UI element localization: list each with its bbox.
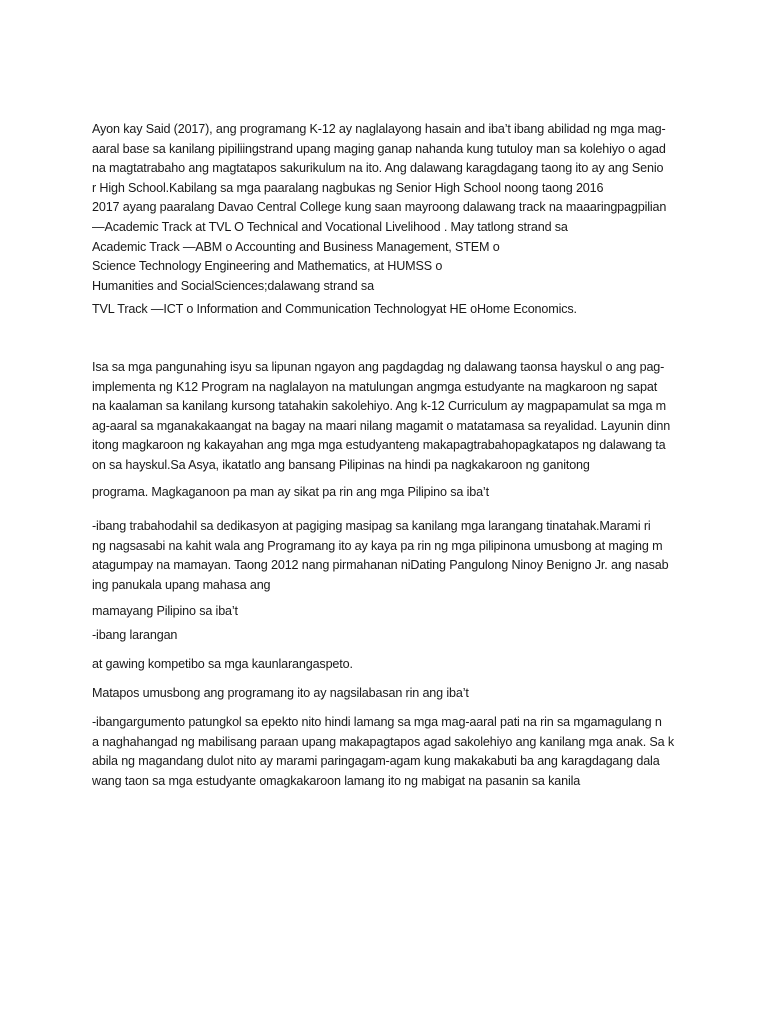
text-line: -ibangargumento patungkol sa epekto nito hindi lamang sa mga mag-aaral pati na rin sa mgamagulang n [92,715,662,729]
text-line: mamayang Pilipino sa iba’t [92,604,238,618]
text-line: aaral base sa kanilang pipiliingstrand upang maging ganap nahanda kung tutuloy man sa kolehiyo o agad [92,141,666,156]
text-line: at gawing kompetibo sa mga kaunlarangaspeto. [92,657,353,671]
paragraph-matapos [92,684,680,704]
text-line: Isa sa mga pangunahing isyu sa lipunan ngayon ang pagdagdag ng dalawang taonsa hayskul o ang pag- [92,360,665,374]
text-line: ng nagsasabi na kahit wala ang Programang ito ay kaya pa rin ng mga pilipinona umusbong at maging m [92,538,663,553]
text-line: Science Technology Engineering and Mathematics, at HUMSS o [92,259,443,274]
text-line: 2017 ayang paaralang Davao Central College kung saan mayroong dalawang track na maaaringpagpilian [92,200,667,215]
text-line: —Academic Track at TVL O Technical and Vocational Livelihood . May tatlong strand sa [92,219,568,234]
paragraph-intro [92,120,680,296]
text-line: ag-aaral sa mganakakaangat na bagay na maari nilang magamit o matatamasa sa reyalidad. Layunin dinn [92,418,671,433]
text-line: Academic Track —ABM o Accounting and Business Management, STEM o [92,239,500,254]
text-line: on sa hayskul.Sa Asya, ikatatlo ang bansang Pilipinas na hindi pa nagkakaroon ng ganitong [92,457,590,472]
text-line: TVL Track —ICT o Information and Communication Technologyat HE oHome Economics. [92,302,577,316]
text-line: atagumpay na mamayan. Taong 2012 nang pirmahanan niDating Pangulong Ninoy Benigno Jr. ang nasab [92,558,669,573]
paragraph-larangan [92,626,680,646]
text-line: Matapos umusbong ang programang ito ay nagsilabasan rin ang iba’t [92,686,469,700]
text-line: itong magkaroon ng kakayahan ang mga mga estudyanteng makapagtrabahopagkatapos ng dalawang ta [92,438,666,453]
text-line: Ayon kay Said (2017), ang programang K-12 ay naglalayong hasain and iba’t ibang abilidad ng mga mag- [92,122,666,136]
text-line: ing panukala upang mahasa ang [92,577,271,592]
text-line: wang taon sa mga estudyante omagkakaroon lamang ito ng mabigat na pasanin sa kanila [92,773,581,788]
text-line: Humanities and SocialSciences;dalawang strand sa [92,278,374,293]
text-line: a naghahangad ng mabilisang paraan upang makapagtapos agad sakolehiyo ang kanilang mga anak. Sa k [92,734,674,749]
text-line: na kaalaman sa kanilang kursong tatahakin sakolehiyo. Ang k-12 Curriculum ay magpapamulat sa mga m [92,399,667,414]
text-line: -ibang trabahodahil sa dedikasyon at pagiging masipag sa kanilang mga larangang tinatahak.Marami ri [92,519,651,533]
text-line: r High School.Kabilang sa mga paaralang nagbukas ng Senior High School noong taong 2016 [92,180,604,195]
paragraph-argumento [92,713,680,791]
paragraph-issue [92,358,680,476]
text-line: abila ng magandang dulot nito ay marami paringagam-agam kung makakabuti ba ang karagdagang dala [92,754,660,769]
text-line: na magtatrabaho ang magtatapos sakurikulum na ito. Ang dalawang karagdagang taong ito ay ang Senio [92,161,664,176]
paragraph-mamayang [92,602,680,622]
text-line: -ibang larangan [92,628,178,642]
paragraph-trabaho [92,517,680,595]
paragraph-programa [92,483,680,503]
paragraph-kompetibo [92,655,680,675]
text-line: programa. Magkaganoon pa man ay sikat pa rin ang mga Pilipino sa iba’t [92,485,489,499]
paragraph-tvl-track [92,300,680,320]
text-line: implementa ng K12 Program na naglalayon na matulungan angmga estudyante na magkaroon ng sapat [92,379,658,394]
